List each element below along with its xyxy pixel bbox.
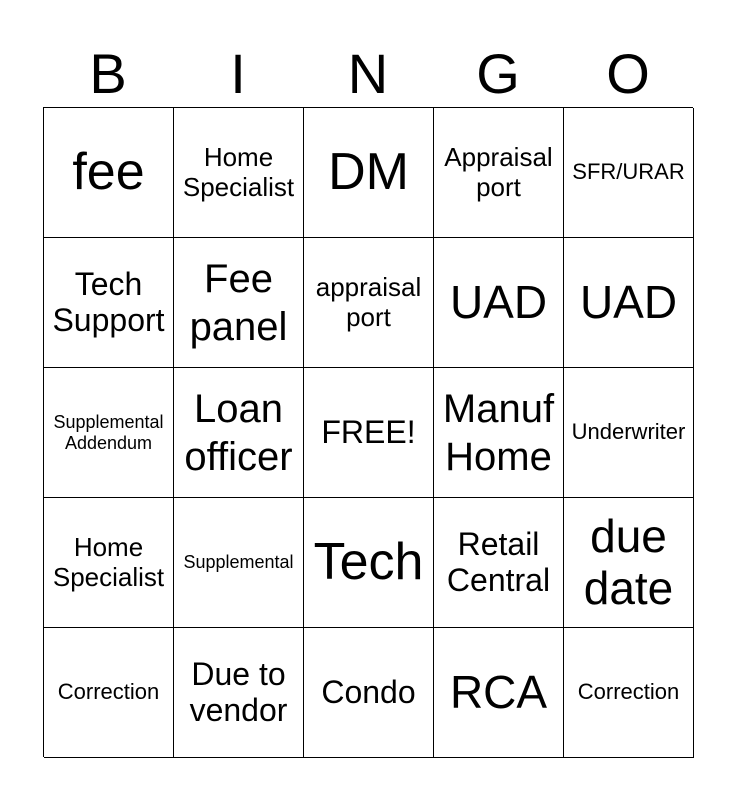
bingo-cell[interactable]: Tech Support (44, 238, 174, 368)
bingo-cell[interactable]: Home Specialist (44, 498, 174, 628)
bingo-cell-free[interactable]: FREE! (304, 368, 434, 498)
bingo-cell[interactable]: Home Specialist (174, 108, 304, 238)
bingo-cell[interactable]: Retail Central (434, 498, 564, 628)
header-letter-o: O (606, 42, 650, 105)
bingo-cell[interactable]: Underwriter (564, 368, 694, 498)
bingo-cell[interactable]: Correction (44, 628, 174, 758)
bingo-cell[interactable]: Loan officer (174, 368, 304, 498)
bingo-board (43, 107, 693, 757)
bingo-cell[interactable]: Manuf Home (434, 368, 564, 498)
bingo-cell[interactable]: RCA (434, 628, 564, 758)
bingo-cell[interactable]: Condo (304, 628, 434, 758)
bingo-cell[interactable]: Supplemental (174, 498, 304, 628)
bingo-cell[interactable]: Appraisal port (434, 108, 564, 238)
bingo-cell[interactable]: Supplemental Addendum (44, 368, 174, 498)
bingo-cell[interactable]: Correction (564, 628, 694, 758)
bingo-cell[interactable]: due date (564, 498, 694, 628)
header-letter-i: I (230, 42, 246, 105)
bingo-header (43, 40, 693, 108)
bingo-cell[interactable]: Fee panel (174, 238, 304, 368)
header-letter-b: B (89, 42, 127, 105)
bingo-cell[interactable]: Tech (304, 498, 434, 628)
header-letter-g: G (476, 42, 520, 105)
header-letter-n: N (347, 42, 389, 105)
bingo-cell[interactable]: fee (44, 108, 174, 238)
bingo-cell[interactable]: DM (304, 108, 434, 238)
bingo-cell[interactable]: SFR/URAR (564, 108, 694, 238)
bingo-cell[interactable]: appraisal port (304, 238, 434, 368)
bingo-cell[interactable]: UAD (434, 238, 564, 368)
bingo-cell[interactable]: Due to vendor (174, 628, 304, 758)
bingo-cell[interactable]: UAD (564, 238, 694, 368)
